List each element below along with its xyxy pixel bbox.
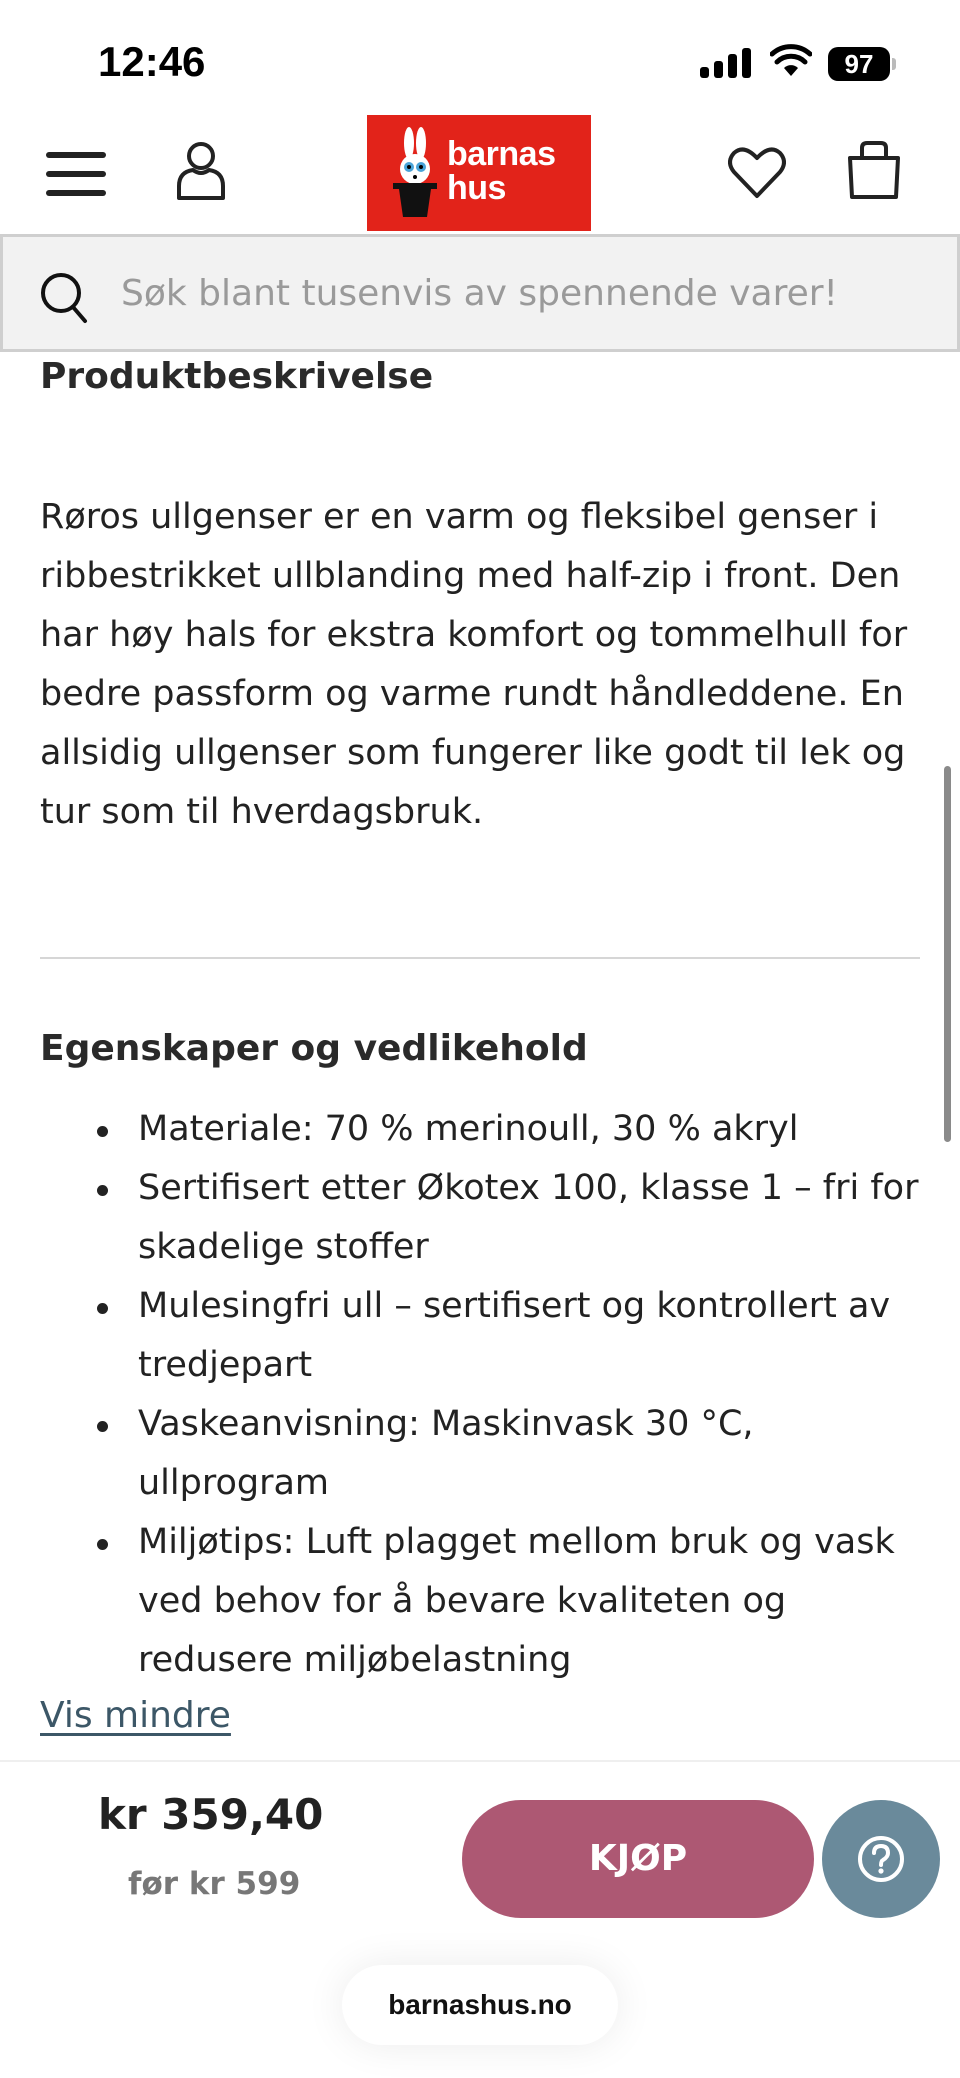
logo-line1: barnas — [447, 135, 556, 173]
care-item — [40, 1159, 920, 1277]
status-bar — [0, 0, 960, 110]
description-heading: Produktbeskrivelse — [40, 356, 434, 397]
buy-button[interactable]: KJØP — [462, 1800, 814, 1918]
search-icon[interactable] — [39, 271, 89, 325]
care-heading: Egenskaper og vedlikehold — [40, 1028, 588, 1069]
care-item-text: Materiale: 70 % merinoull, 30 % akryl — [138, 1109, 799, 1149]
bullet — [97, 1539, 108, 1550]
site-header — [0, 110, 960, 235]
care-list — [40, 1100, 920, 1690]
battery-tip — [892, 58, 896, 70]
original-price: før kr 599 — [128, 1866, 301, 1902]
description-text: Røros ullgenser er en varm og fleksibel genser i ribbestrikket ullblanding med half-zip i front. Den har høy hals for ekstra komfort og tommelhull for bedre passform og varme rundt håndleddene. En allsidig ullgenser som fungerer like godt til lek og tur som til hverdagsbruk. — [40, 497, 908, 832]
section-divider — [40, 957, 920, 959]
care-item-text: Mulesingfri ull – sertifisert og kontrollert av tredjepart — [138, 1286, 891, 1385]
search-input[interactable] — [121, 263, 921, 323]
care-item-text: Sertifisert etter Økotex 100, klasse 1 – fri for skadelige stoffer — [138, 1168, 919, 1267]
battery-indicator: 97 — [828, 47, 890, 81]
scrollbar[interactable] — [944, 766, 951, 1142]
care-item-text: Vaskeanvisning: Maskinvask 30 °C, ullprogram — [138, 1404, 754, 1503]
logo-text — [447, 137, 556, 205]
current-price: kr 359,40 — [98, 1790, 324, 1839]
help-button[interactable] — [822, 1800, 940, 1918]
rabbit-in-hat-icon — [387, 127, 443, 219]
heart-icon[interactable] — [728, 144, 786, 200]
care-item-text: Miljøtips: Luft plagget mellom bruk og vask ved behov for å bevare kvaliteten og redusere miljøbelastning — [138, 1522, 895, 1680]
care-item — [40, 1513, 920, 1690]
show-less-link[interactable]: Vis mindre — [40, 1695, 231, 1736]
question-icon — [856, 1834, 906, 1884]
barnashus-logo[interactable] — [367, 115, 591, 231]
cellular-signal-icon — [700, 48, 752, 78]
bullet — [97, 1303, 108, 1314]
search-bar — [0, 234, 960, 352]
care-item — [40, 1100, 920, 1159]
user-icon[interactable] — [176, 140, 226, 202]
bullet — [97, 1421, 108, 1432]
menu-icon[interactable] — [44, 148, 108, 200]
wifi-icon — [770, 44, 812, 78]
browser-url-pill[interactable]: barnashus.no — [342, 1965, 618, 2045]
shopping-bag-icon[interactable] — [846, 140, 902, 200]
care-item — [40, 1395, 920, 1513]
status-time: 12:46 — [98, 38, 206, 85]
logo-line2: hus — [447, 169, 506, 207]
bullet — [97, 1126, 108, 1137]
bullet — [97, 1185, 108, 1196]
care-item — [40, 1277, 920, 1395]
